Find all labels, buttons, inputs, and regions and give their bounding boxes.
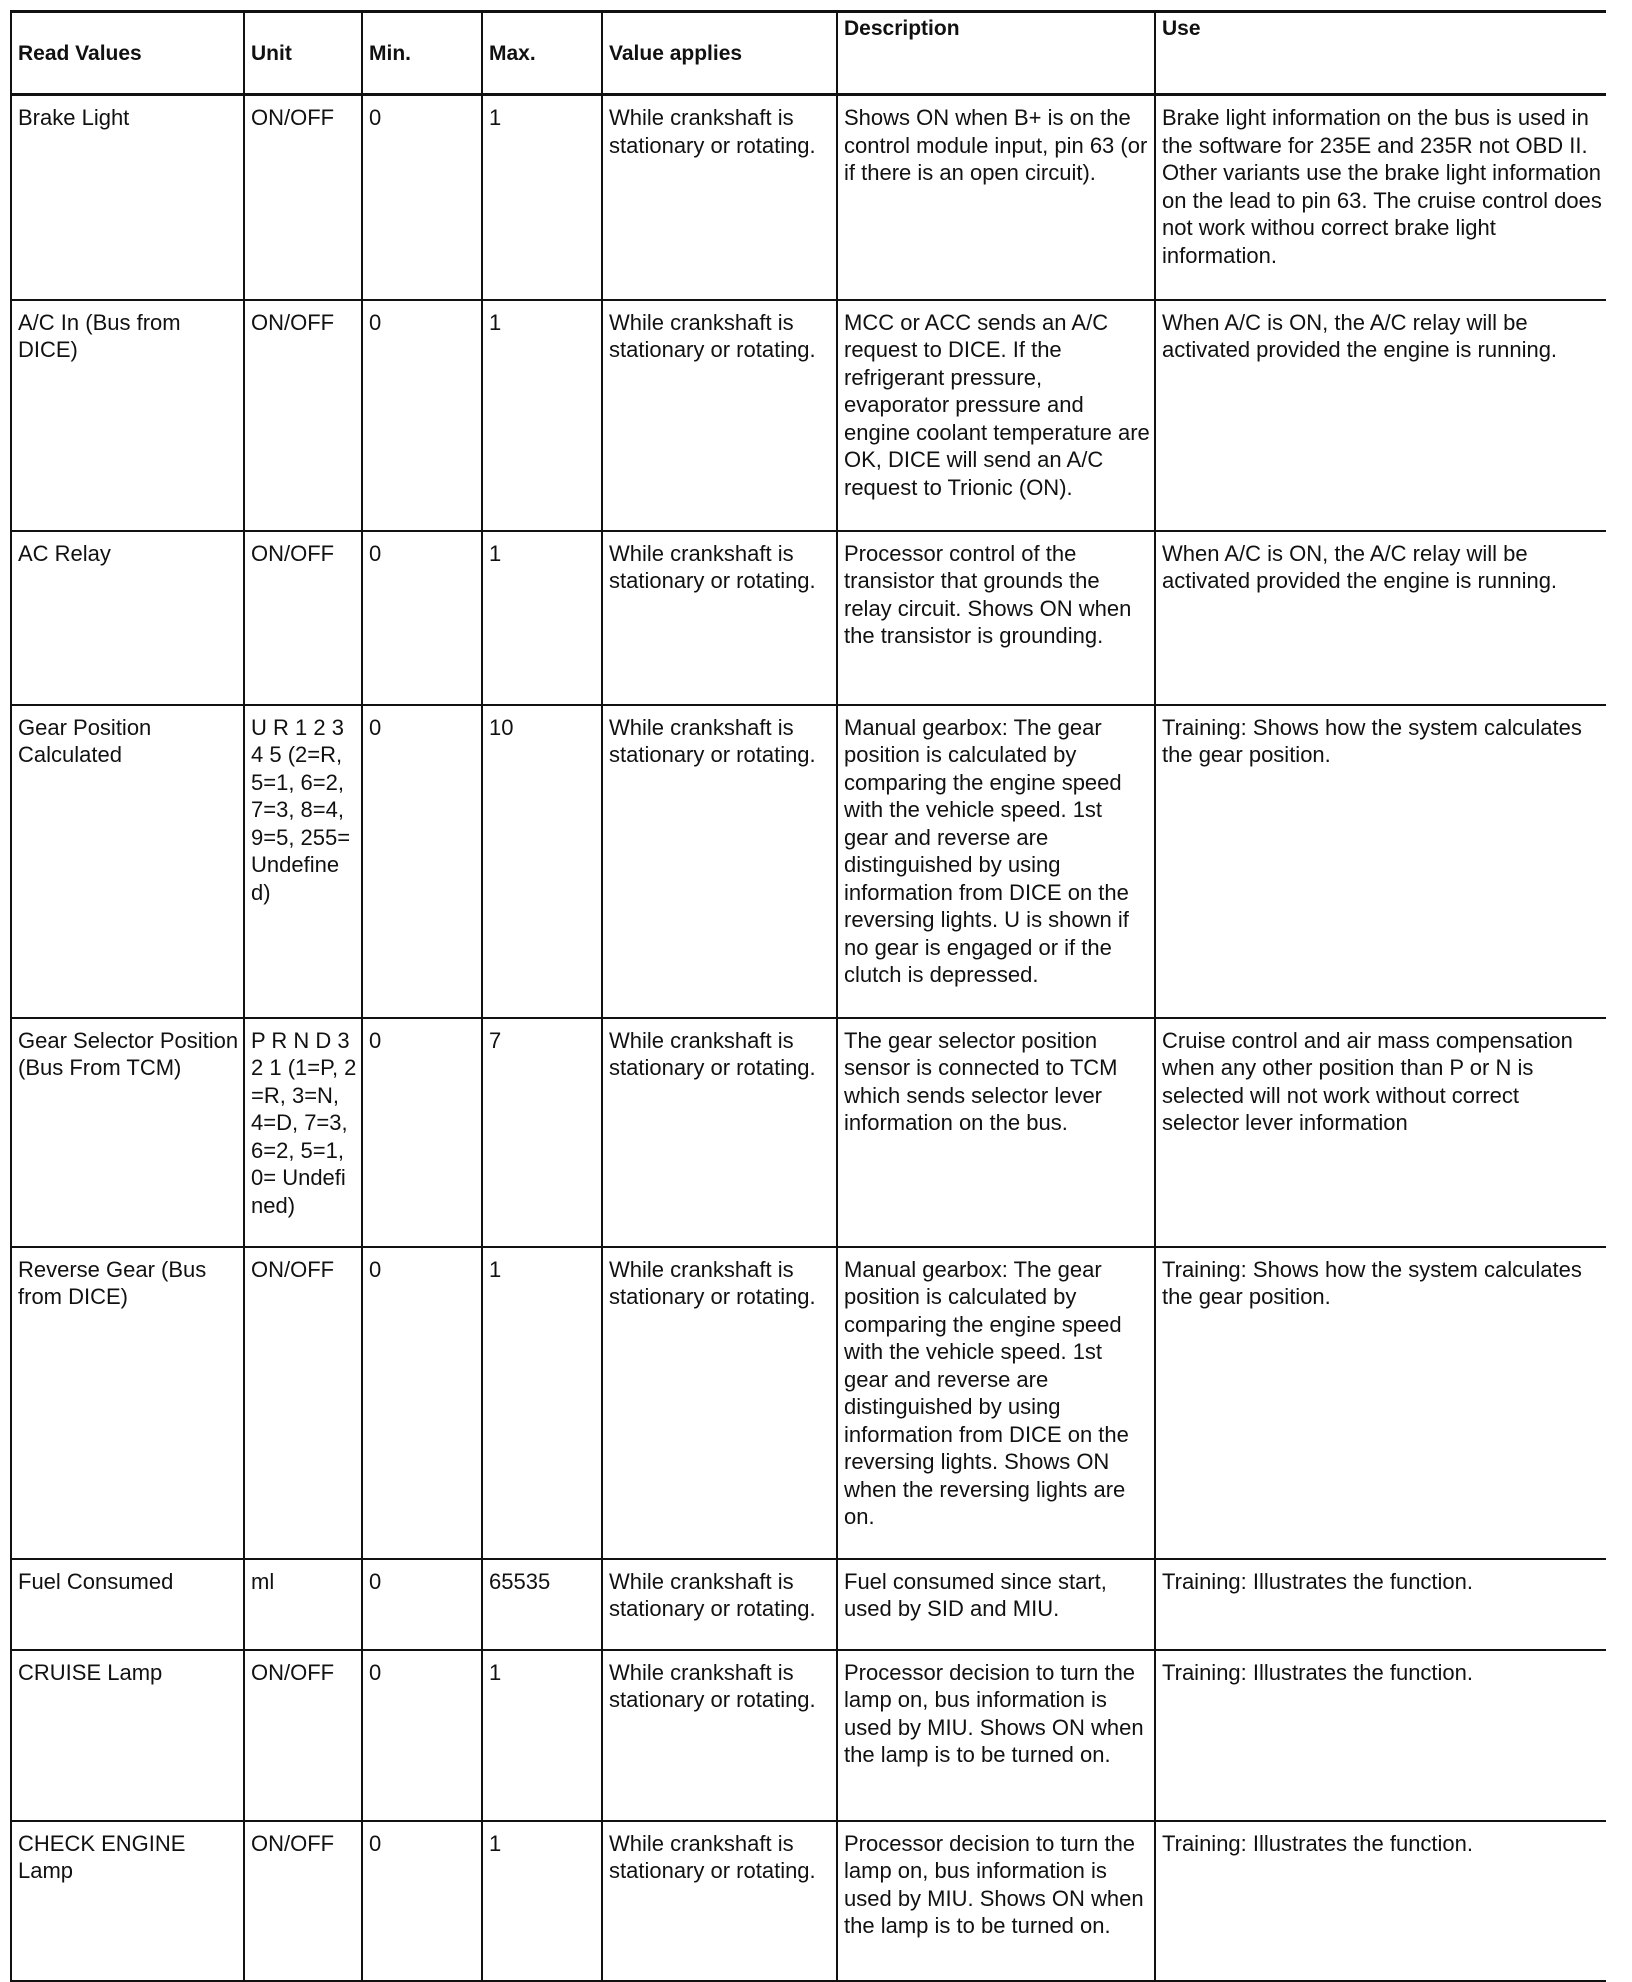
cell-use: Training: Shows how the system calculates the gear position. — [1155, 705, 1606, 1018]
cell-min: 0 — [362, 95, 482, 300]
table-row — [11, 300, 1606, 531]
cell-unit: ON/OFF — [244, 531, 362, 705]
table-row — [11, 1821, 1606, 1981]
read-values-table — [10, 10, 1606, 1982]
cell-unit: U R 1 2 3 4 5 (2=R, 5=1, 6=2, 7=3, 8=4, 9=5, 255= Undefined) — [244, 705, 362, 1018]
cell-read-value: A/C In (Bus from DICE) — [11, 300, 244, 531]
cell-min: 0 — [362, 1650, 482, 1821]
cell-read-value: Brake Light — [11, 95, 244, 300]
cell-max: 7 — [482, 1018, 602, 1247]
cell-description: Processor control of the transistor that grounds the relay circuit. Shows ON when the transistor is grounding. — [837, 531, 1155, 705]
cell-description: Manual gearbox: The gear position is calculated by comparing the engine speed with the vehicle speed. 1st gear and reverse are distinguished by using information from DICE on the reversing lights. Shows ON when the reversing lights are on. — [837, 1247, 1155, 1559]
cell-unit: P R N D 3 2 1 (1=P, 2=R, 3=N, 4=D, 7=3, 6=2, 5=1, 0= Undefined) — [244, 1018, 362, 1247]
header-description: Description — [837, 12, 1155, 95]
cell-read-value: Fuel Consumed — [11, 1559, 244, 1650]
cell-read-value: Gear Position Calculated — [11, 705, 244, 1018]
table-row — [11, 705, 1606, 1018]
table-row — [11, 1247, 1606, 1559]
cell-read-value: AC Relay — [11, 531, 244, 705]
cell-value-applies: While crankshaft is stationary or rotating. — [602, 705, 837, 1018]
cell-value-applies: While crankshaft is stationary or rotating. — [602, 1821, 837, 1981]
cell-max: 10 — [482, 705, 602, 1018]
cell-use: Training: Shows how the system calculates the gear position. — [1155, 1247, 1606, 1559]
header-row — [11, 12, 1606, 95]
cell-min: 0 — [362, 300, 482, 531]
cell-value-applies: While crankshaft is stationary or rotating. — [602, 531, 837, 705]
cell-min: 0 — [362, 1018, 482, 1247]
cell-description: Fuel consumed since start, used by SID and MIU. — [837, 1559, 1155, 1650]
cell-max: 1 — [482, 1821, 602, 1981]
cell-use: Training: Illustrates the function. — [1155, 1821, 1606, 1981]
table-row — [11, 531, 1606, 705]
cell-min: 0 — [362, 1559, 482, 1650]
cell-use: Cruise control and air mass compensation when any other position than P or N is selected will not work without correct selector lever information — [1155, 1018, 1606, 1247]
cell-min: 0 — [362, 1821, 482, 1981]
header-max: Max. — [482, 12, 602, 95]
cell-value-applies: While crankshaft is stationary or rotating. — [602, 300, 837, 531]
cell-description: Manual gearbox: The gear position is calculated by comparing the engine speed with the vehicle speed. 1st gear and reverse are distinguished by using information from DICE on the reversing lights. U is shown if no gear is engaged or if the clutch is depressed. — [837, 705, 1155, 1018]
cell-description: MCC or ACC sends an A/C request to DICE. If the refrigerant pressure, evaporator pressure and engine coolant temperature are OK, DICE will send an A/C request to Trionic (ON). — [837, 300, 1155, 531]
header-value-applies: Value applies — [602, 12, 837, 95]
cell-description: The gear selector position sensor is connected to TCM which sends selector lever information on the bus. — [837, 1018, 1155, 1247]
cell-value-applies: While crankshaft is stationary or rotating. — [602, 1247, 837, 1559]
cell-max: 1 — [482, 95, 602, 300]
cell-description: Processor decision to turn the lamp on, bus information is used by MIU. Shows ON when the lamp is to be turned on. — [837, 1821, 1155, 1981]
cell-description: Shows ON when B+ is on the control module input, pin 63 (or if there is an open circuit). — [837, 95, 1155, 300]
table-row — [11, 1650, 1606, 1821]
cell-use: When A/C is ON, the A/C relay will be activated provided the engine is running. — [1155, 531, 1606, 705]
header-read-values: Read Values — [11, 12, 244, 95]
cell-max: 1 — [482, 300, 602, 531]
cell-unit: ON/OFF — [244, 1650, 362, 1821]
cell-use: Training: Illustrates the function. — [1155, 1559, 1606, 1650]
cell-min: 0 — [362, 1247, 482, 1559]
header-use: Use — [1155, 12, 1606, 95]
cell-max: 1 — [482, 531, 602, 705]
cell-use: When A/C is ON, the A/C relay will be activated provided the engine is running. — [1155, 300, 1606, 531]
cell-unit: ON/OFF — [244, 95, 362, 300]
header-min: Min. — [362, 12, 482, 95]
cell-read-value: Reverse Gear (Bus from DICE) — [11, 1247, 244, 1559]
cell-read-value: CHECK ENGINE Lamp — [11, 1821, 244, 1981]
read-values-table-sheet — [10, 10, 1605, 1982]
cell-max: 1 — [482, 1247, 602, 1559]
table-row — [11, 95, 1606, 300]
cell-value-applies: While crankshaft is stationary or rotating. — [602, 1650, 837, 1821]
cell-description: Processor decision to turn the lamp on, bus information is used by MIU. Shows ON when the lamp is to be turned on. — [837, 1650, 1155, 1821]
cell-min: 0 — [362, 705, 482, 1018]
cell-value-applies: While crankshaft is stationary or rotating. — [602, 1559, 837, 1650]
cell-value-applies: While crankshaft is stationary or rotating. — [602, 1018, 837, 1247]
cell-unit: ON/OFF — [244, 1247, 362, 1559]
cell-read-value: Gear Selector Position (Bus From TCM) — [11, 1018, 244, 1247]
header-unit: Unit — [244, 12, 362, 95]
cell-use: Brake light information on the bus is used in the software for 235E and 235R not OBD II. Other variants use the brake light information on the lead to pin 63. The cruise control does not work withou correct brake light information. — [1155, 95, 1606, 300]
cell-unit: ON/OFF — [244, 1821, 362, 1981]
cell-unit: ON/OFF — [244, 300, 362, 531]
cell-value-applies: While crankshaft is stationary or rotating. — [602, 95, 837, 300]
table-row — [11, 1018, 1606, 1247]
table-row — [11, 1559, 1606, 1650]
cell-unit: ml — [244, 1559, 362, 1650]
cell-min: 0 — [362, 531, 482, 705]
cell-max: 65535 — [482, 1559, 602, 1650]
cell-read-value: CRUISE Lamp — [11, 1650, 244, 1821]
cell-use: Training: Illustrates the function. — [1155, 1650, 1606, 1821]
cell-max: 1 — [482, 1650, 602, 1821]
